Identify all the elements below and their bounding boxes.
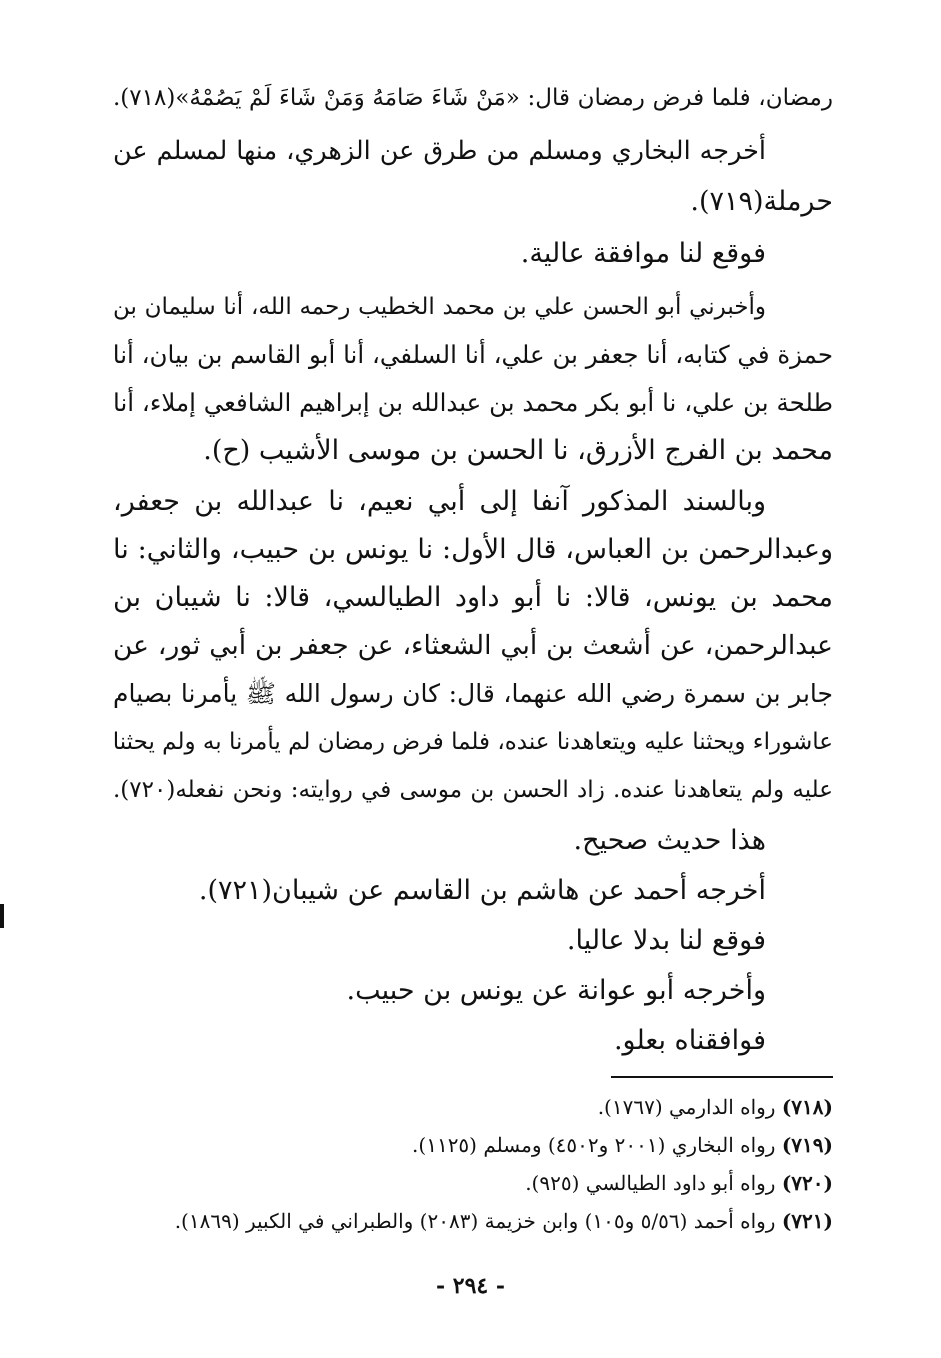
body-line-7: طلحة بن علي، نا أبو بكر محمد بن عبدالله بن إبراهيم الشافعي إملاء، أنا [113, 388, 833, 417]
footnote-text: رواه أبو داود الطيالسي (٩٢٥). [525, 1171, 776, 1195]
footnote-text: رواه الدارمي (١٧٦٧). [597, 1095, 776, 1119]
footnote-number: (٧٢١) [781, 1209, 833, 1233]
body-line-1: رمضان، فلما فرض رمضان قال: «مَنْ شَاءَ صَامَهُ وَمَنْ شَاءَ لَمْ يَصُمْهُ»(٧١٨). [113, 85, 833, 111]
body-line-3: حرملة(٧١٩). [690, 186, 833, 217]
body-line-18: فوقع لنا بدلا عاليا. [566, 925, 766, 956]
body-line-5: وأخبرني أبو الحسن علي بن محمد الخطيب رحمه الله، أنا سليمان بن [113, 294, 766, 320]
body-line-20: فوافقناه بعلو. [613, 1025, 766, 1056]
body-line-4: فوقع لنا موافقة عالية. [520, 238, 766, 269]
footnote-number: (٧١٩) [781, 1133, 833, 1157]
body-line-13: جابر بن سمرة رضي الله عنهما، قال: كان رسول الله ﷺ يأمرنا بصيام [113, 679, 833, 708]
body-line-19: وأخرجه أبو عوانة عن يونس بن حبيب. [346, 975, 766, 1006]
body-line-9: وبالسند المذكور آنفا إلى أبي نعيم، نا عبدالله بن جعفر، [113, 486, 766, 517]
body-line-10: وعبدالرحمن بن العباس، قال الأول: نا يونس بن حبيب، والثاني: نا [113, 534, 833, 565]
body-line-2: أخرجه البخاري ومسلم من طرق عن الزهري، منها لمسلم عن [113, 136, 766, 166]
footnote-720 [525, 1168, 833, 1198]
footnote-number: (٧١٨) [781, 1095, 833, 1119]
body-line-12: عبدالرحمن، عن أشعث بن أبي الشعثاء، عن جعفر بن أبي ثور، عن [113, 630, 833, 661]
scan-edge-mark [0, 904, 4, 928]
footnote-divider [611, 1076, 833, 1078]
footnote-721 [175, 1206, 833, 1236]
footnote-number: (٧٢٠) [781, 1171, 833, 1195]
body-line-14: عاشوراء ويحثنا عليه ويتعاهدنا عنده، فلما فرض رمضان لم يأمرنا به ولم يحثنا [112, 729, 833, 755]
footnote-718 [598, 1092, 833, 1122]
body-line-17: أخرجه أحمد عن هاشم بن القاسم عن شيبان(٧٢١). [198, 875, 766, 906]
footnote-text: رواه أحمد (٥/٥٦ و١٠٥) وابن خزيمة (٢٠٨٣) والطبراني في الكبير (١٨٦٩). [174, 1209, 776, 1233]
body-line-11: محمد بن يونس، قالا: نا أبو داود الطيالسي، قالا: نا شيبان بن [113, 582, 833, 613]
body-line-8: محمد بن الفرج الأزرق، نا الحسن بن موسى الأشيب (ح). [203, 435, 833, 466]
body-line-6: حمزة في كتابه، أنا جعفر بن علي، أنا السلفي، أنا أبو القاسم بن بيان، أنا [112, 340, 833, 369]
footnote-text: رواه البخاري (٢٠٠١ و٤٥٠٢) ومسلم (١١٢٥). [412, 1133, 776, 1157]
page-number: - ٢٩٤ - [435, 1273, 506, 1299]
body-line-15: عليه ولم يتعاهدنا عنده. زاد الحسن بن موسى في روايته: ونحن نفعله(٧٢٠). [113, 777, 833, 803]
body-line-16: هذا حديث صحيح. [573, 825, 766, 856]
footnote-719 [412, 1130, 833, 1160]
